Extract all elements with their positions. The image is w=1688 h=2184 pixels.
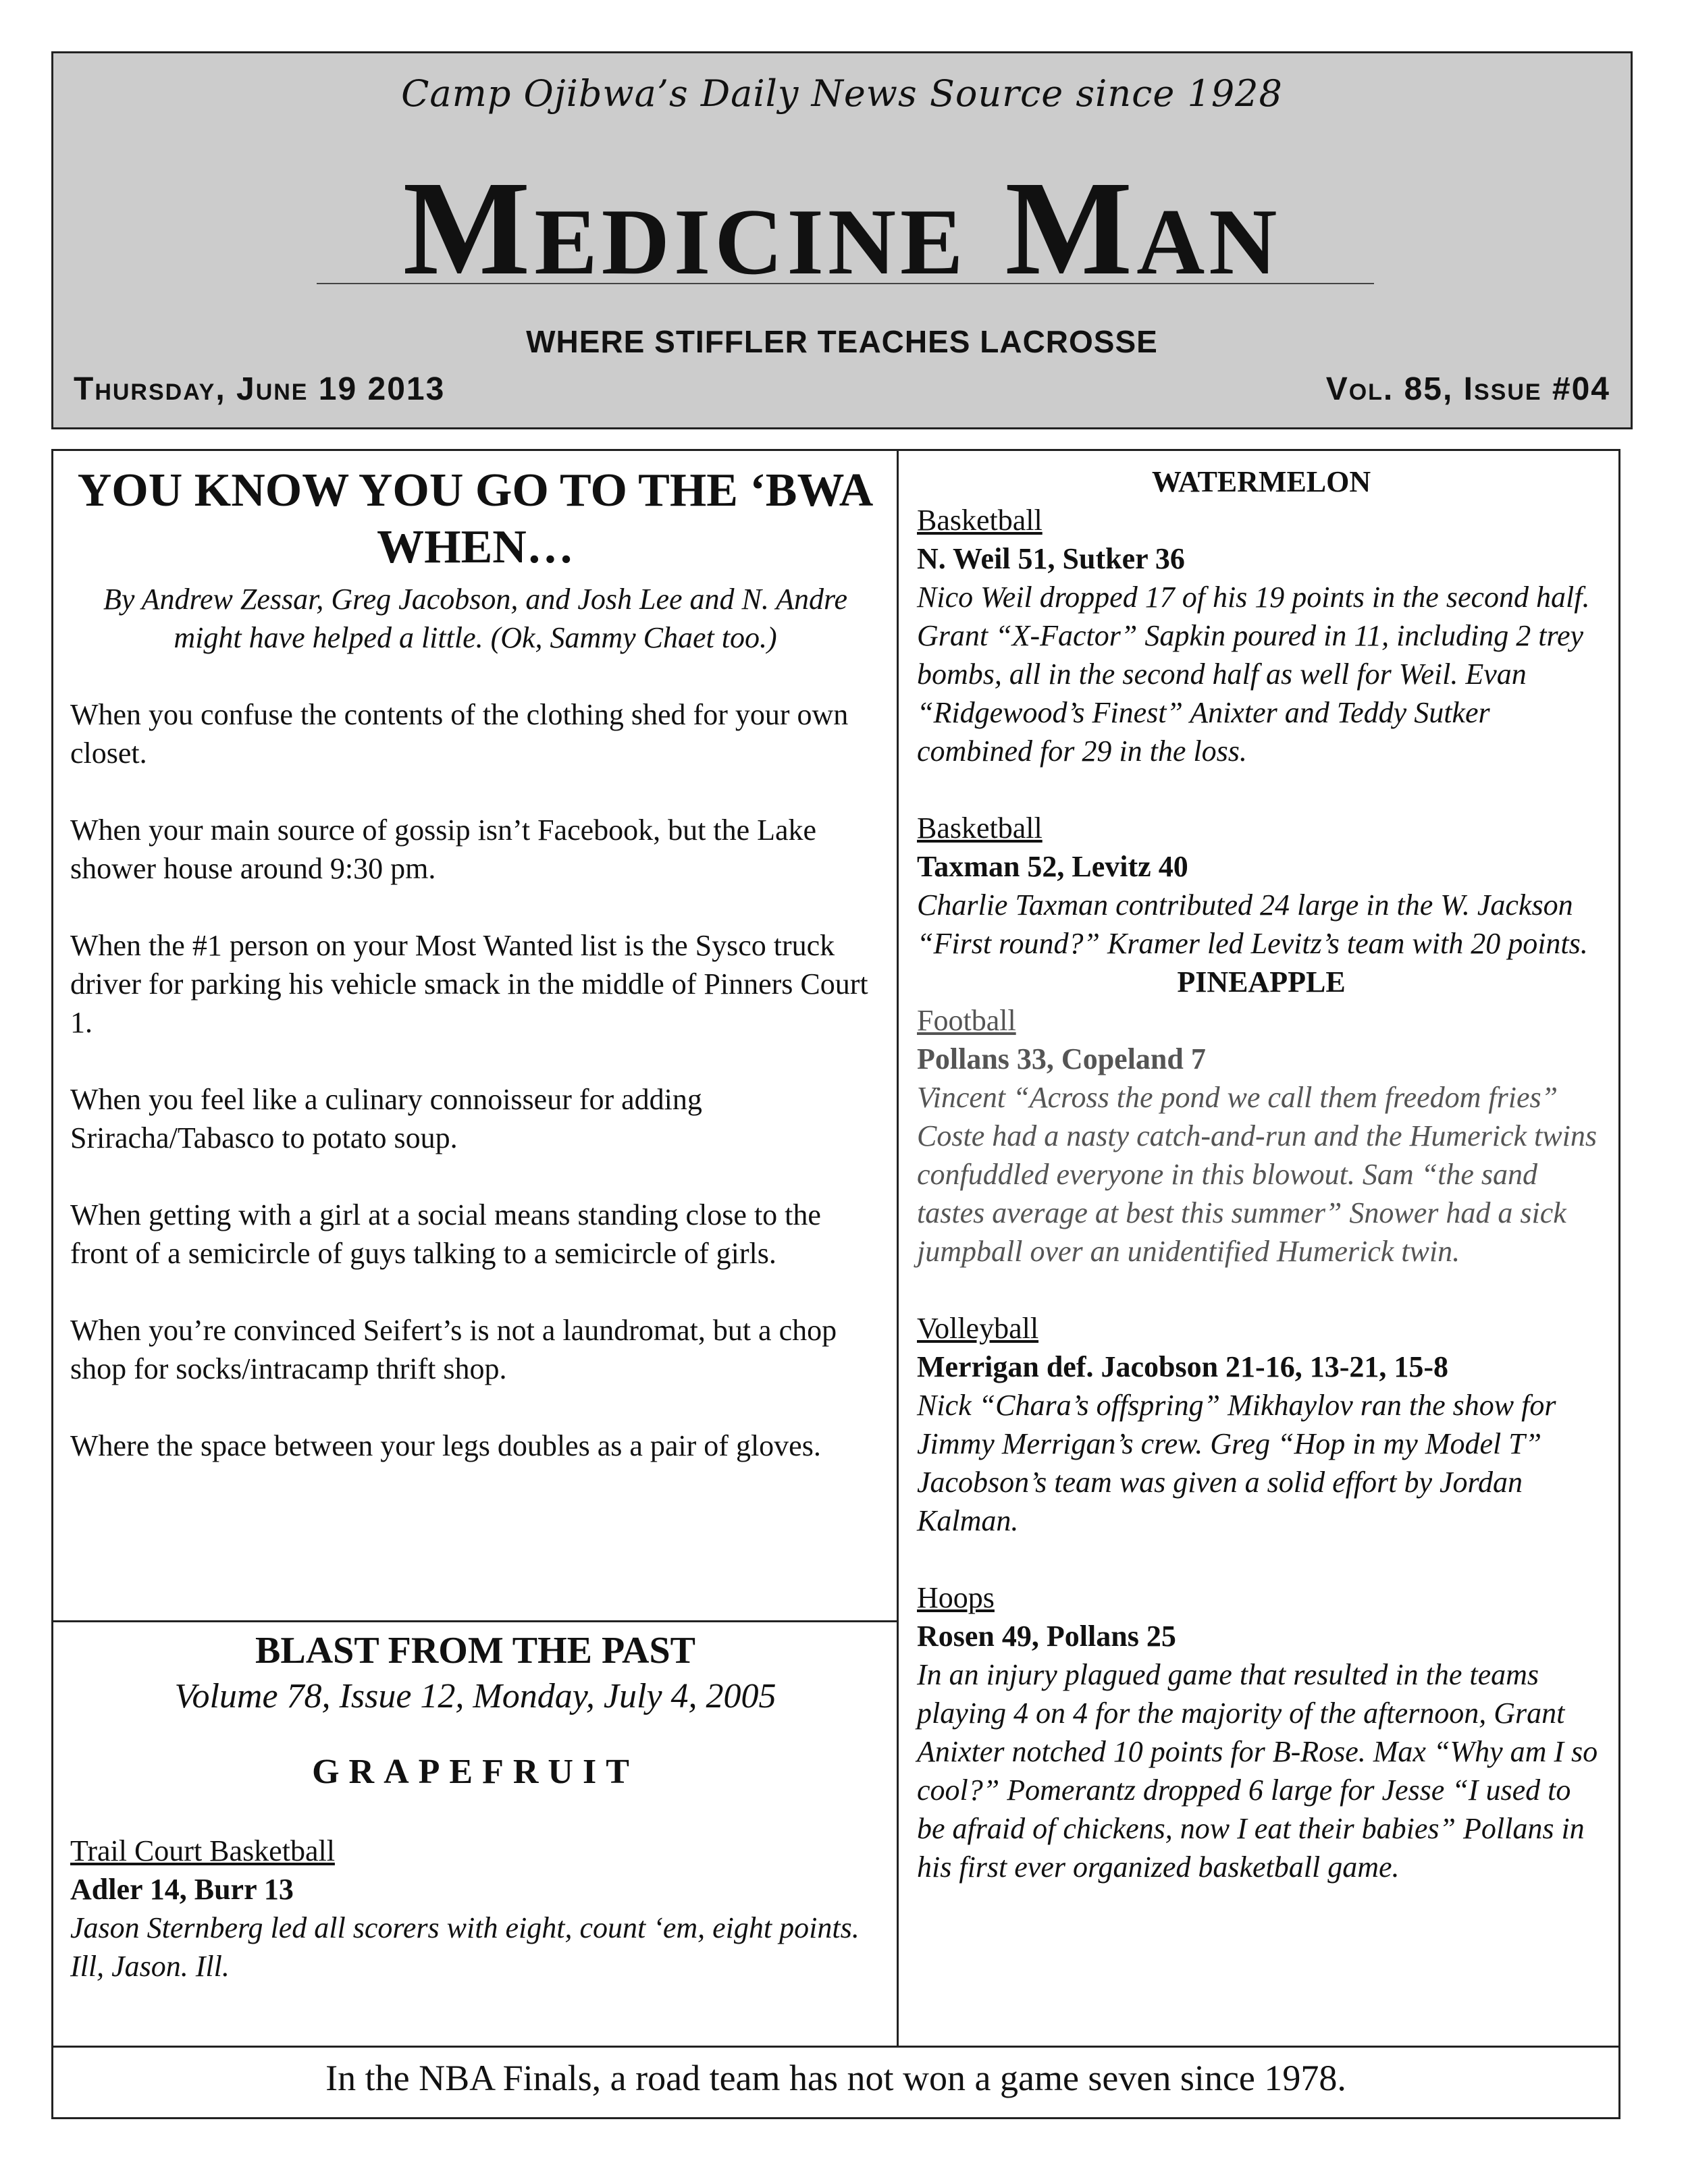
tagline: Camp Ojibwa’s Daily News Source since 1928 bbox=[401, 72, 1283, 115]
footer-divider bbox=[51, 2046, 1620, 2048]
article-item: When you’re convinced Seifert’s is not a laundromat, but a chop shop for socks/intracamp thrift shop. bbox=[70, 1314, 837, 1385]
game-score: Rosen 49, Pollans 25 bbox=[917, 1620, 1176, 1653]
spacer bbox=[917, 770, 1606, 809]
article-item: When getting with a girl at a social means standing close to the front of a semicircle of guys talking to a semicircle of girls. bbox=[70, 1198, 821, 1270]
masthead bbox=[51, 51, 1633, 429]
game-sport: Football bbox=[917, 1004, 1016, 1037]
game-sport: Volleyball bbox=[917, 1312, 1039, 1345]
subtitle: WHERE STIFFLER TEACHES LACROSSE bbox=[526, 324, 1158, 359]
game-score: Pollans 33, Copeland 7 bbox=[917, 1042, 1206, 1075]
section-watermelon: WATERMELON bbox=[1151, 465, 1371, 498]
sports-column bbox=[917, 462, 1606, 1886]
spacer bbox=[917, 1271, 1606, 1309]
game-recap: Charlie Taxman contributed 24 large in the W. Jackson “First round?” Kramer led Levitz’s team with 20 points. bbox=[917, 888, 1588, 960]
game-sport: Hoops bbox=[917, 1581, 995, 1614]
issue-number: Vol. 85, Issue #04 bbox=[1325, 371, 1610, 407]
column-divider bbox=[897, 449, 899, 2046]
issue-date: Thursday, June 19 2013 bbox=[74, 371, 446, 407]
game-score: Merrigan def. Jacobson 21-16, 13-21, 15-8 bbox=[917, 1350, 1449, 1383]
nba-fact: In the NBA Finals, a road team has not won a game seven since 1978. bbox=[325, 2058, 1346, 2098]
game-sport: Basketball bbox=[917, 811, 1043, 845]
article-byline: By Andrew Zessar, Greg Jacobson, and Josh Lee and N. Andre might have helped a little. (Ok, Sammy Chaet too.) bbox=[103, 583, 847, 654]
blast-from-the-past bbox=[70, 1627, 880, 1986]
article-item: Where the space between your legs doubles as a pair of gloves. bbox=[70, 1429, 821, 1462]
game-score: Adler 14, Burr 13 bbox=[70, 1873, 294, 1906]
section-pineapple: PINEAPPLE bbox=[1177, 965, 1346, 998]
newspaper-title: Medicine Man bbox=[402, 154, 1282, 303]
game-recap: Nick “Chara’s offspring” Mikhaylov ran the show for Jimmy Merrigan’s crew. Greg “Hop in my Model T” Jacobson’s team was given a solid effort by Jordan Kalman. bbox=[917, 1389, 1556, 1537]
game-recap: Nico Weil dropped 17 of his 19 points in the second half. Grant “X-Factor” Sapkin poured in 11, including 2 trey bombs, all in the second half as well for Weil. Evan “Ridgewood’s Finest” Anixter and Teddy Sutker combined for 29 in the loss. bbox=[917, 581, 1590, 768]
game-sport: Basketball bbox=[917, 504, 1043, 537]
article-headline: YOU KNOW YOU GO TO THE ‘BWA WHEN… bbox=[77, 464, 874, 573]
game-recap: Vincent “Across the pond we call them freedom fries” Coste had a nasty catch-and-run and the Humerick twins confuddled everyone in this blowout. Sam “the sand tastes average at best this summer” Snower had a sick jumpball over an unidentified Humerick twin. bbox=[917, 1081, 1597, 1268]
game-sport: Trail Court Basketball bbox=[70, 1834, 335, 1867]
article-item: When you confuse the contents of the clothing shed for your own closet. bbox=[70, 698, 849, 770]
article-item: When your main source of gossip isn’t Facebook, but the Lake shower house around 9:30 pm. bbox=[70, 814, 817, 885]
blast-subtitle: Volume 78, Issue 12, Monday, July 4, 2005 bbox=[174, 1677, 776, 1715]
game-score: N. Weil 51, Sutker 36 bbox=[917, 542, 1185, 575]
game-score: Taxman 52, Levitz 40 bbox=[917, 850, 1188, 883]
spacer bbox=[917, 1540, 1606, 1578]
title-rule bbox=[317, 283, 1374, 284]
article-bwa bbox=[70, 462, 880, 1465]
blast-section-label: GRAPEFRUIT bbox=[312, 1753, 639, 1791]
article-item: When you feel like a culinary connoisseur for adding Sriracha/Tabasco to potato soup. bbox=[70, 1083, 702, 1154]
blast-title: BLAST FROM THE PAST bbox=[255, 1630, 695, 1672]
article-item: When the #1 person on your Most Wanted list is the Sysco truck driver for parking his vehicle smack in the middle of Pinners Court 1. bbox=[70, 929, 868, 1039]
left-section-divider bbox=[51, 1620, 898, 1622]
game-recap: In an injury plagued game that resulted in the teams playing 4 on 4 for the majority of the afternoon, Grant Anixter notched 10 points for B-Rose. Max “Why am I so cool?” Pomerantz dropped 6 large for Jesse “I used to be afraid of chickens, now I eat their babies” Pollans in his first ever organized basketball game. bbox=[917, 1658, 1598, 1884]
game-recap: Jason Sternberg led all scorers with eight, count ‘em, eight points. Ill, Jason. Ill. bbox=[70, 1911, 860, 1983]
